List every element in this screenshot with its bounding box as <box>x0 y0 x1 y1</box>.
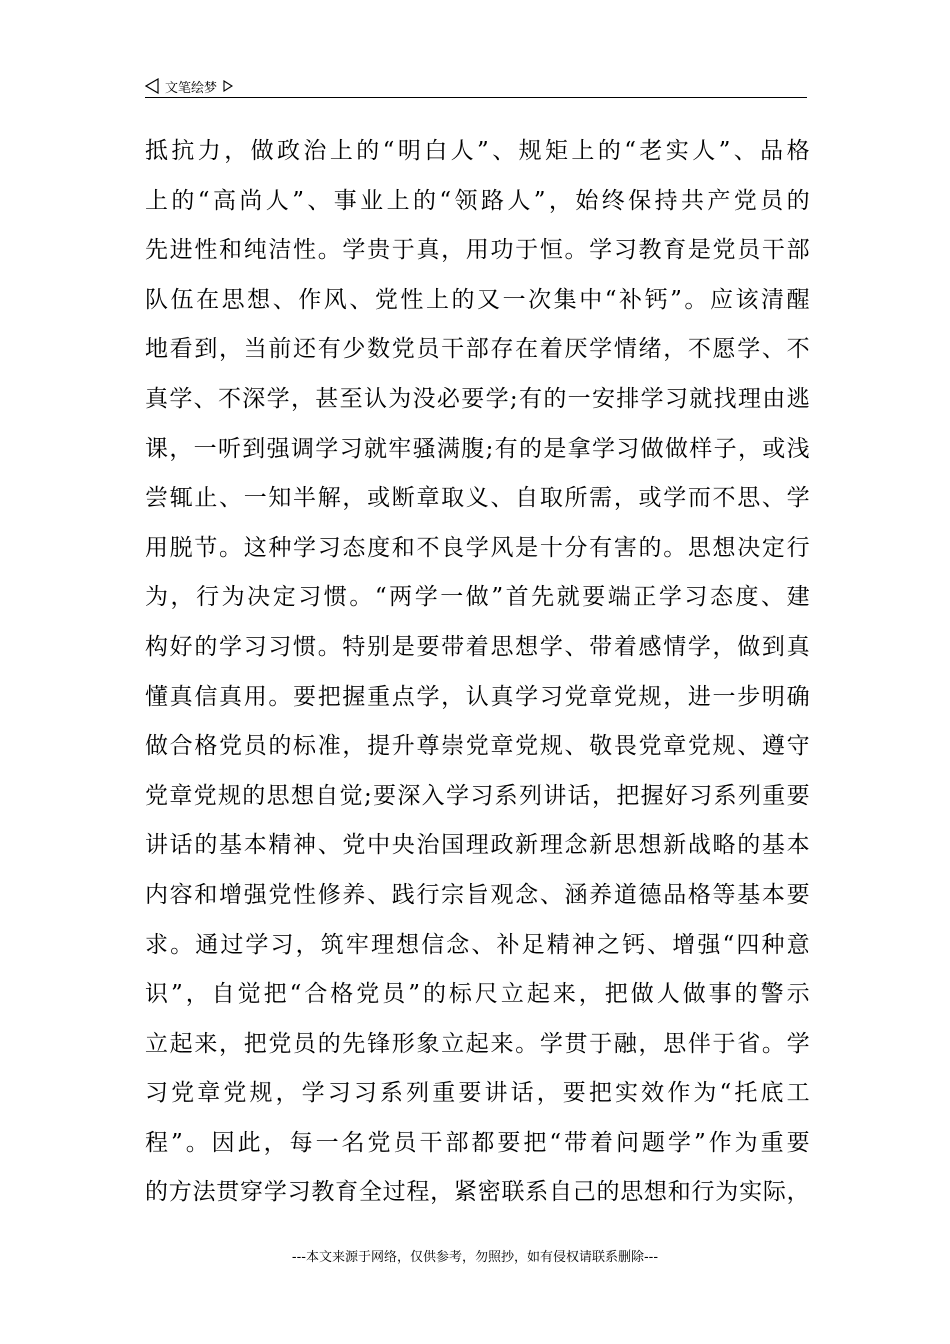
text-line: 真学、不深学，甚至认为没必要学;有的一安排学习就找理由逃 <box>145 385 810 412</box>
text-line: 构好的学习习惯。特别是要带着思想学、带着感情学，做到真 <box>145 633 810 660</box>
text-line: 的方法贯穿学习教育全过程，紧密联系自己的思想和行为实际， <box>145 1179 810 1206</box>
text-line: 课，一听到强调学习就牢骚满腹;有的是拿学习做做样子，或浅 <box>145 435 810 462</box>
triangle-left-icon <box>145 78 159 94</box>
text-line: 做合格党员的标准，提升尊崇党章党规、敬畏党章党规、遵守 <box>145 733 810 760</box>
footer-notice: ---本文来源于网络，仅供参考，勿照抄，如有侵权请联系删除--- <box>291 1250 659 1265</box>
text-line: 队伍在思想、作风、党性上的又一次集中“补钙”。应该清醒 <box>145 286 810 313</box>
text-line: 懂真信真用。要把握重点学，认真学习党章党规，进一步明确 <box>145 683 810 710</box>
page-header <box>145 74 807 98</box>
text-line: 尝辄止、一知半解，或断章取义、自取所需，或学而不思、学 <box>145 485 810 512</box>
triangle-right-icon <box>223 80 233 92</box>
text-line: 讲话的基本精神、党中央治国理政新理念新思想新战略的基本 <box>145 832 810 859</box>
header-divider <box>145 97 807 98</box>
text-line: 立起来，把党员的先锋形象立起来。学贯于融，思伴于省。学 <box>145 1030 810 1057</box>
text-line: 用脱节。这种学习态度和不良学风是十分有害的。思想决定行 <box>145 534 810 561</box>
text-line: 内容和增强党性修养、践行宗旨观念、涵养道德品格等基本要 <box>145 881 810 908</box>
text-line: 先进性和纯洁性。学贵于真，用功于恒。学习教育是党员干部 <box>145 237 810 264</box>
text-line: 识”，自觉把“合格党员”的标尺立起来，把做人做事的警示 <box>145 981 810 1008</box>
text-line: 党章党规的思想自觉;要深入学习系列讲话，把握好习系列重要 <box>145 782 810 809</box>
text-line: 地看到，当前还有少数党员干部存在着厌学情绪，不愿学、不 <box>145 336 810 363</box>
body-text <box>145 127 810 1218</box>
text-line: 上的“高尚人”、事业上的“领路人”，始终保持共产党员的 <box>145 187 810 214</box>
text-line: 求。通过学习，筑牢理想信念、补足精神之钙、增强“四种意 <box>145 931 810 958</box>
header-title: 文笔绘梦 <box>165 80 218 96</box>
text-line: 为，行为决定习惯。“两学一做”首先就要端正学习态度、建 <box>145 584 810 611</box>
text-line: 习党章党规，学习习系列重要讲话，要把实效作为“托底工 <box>145 1080 810 1107</box>
text-line: 抵抗力，做政治上的“明白人”、规矩上的“老实人”、品格 <box>145 138 810 164</box>
text-line: 程”。因此，每一名党员干部都要把“带着问题学”作为重要 <box>145 1129 810 1156</box>
